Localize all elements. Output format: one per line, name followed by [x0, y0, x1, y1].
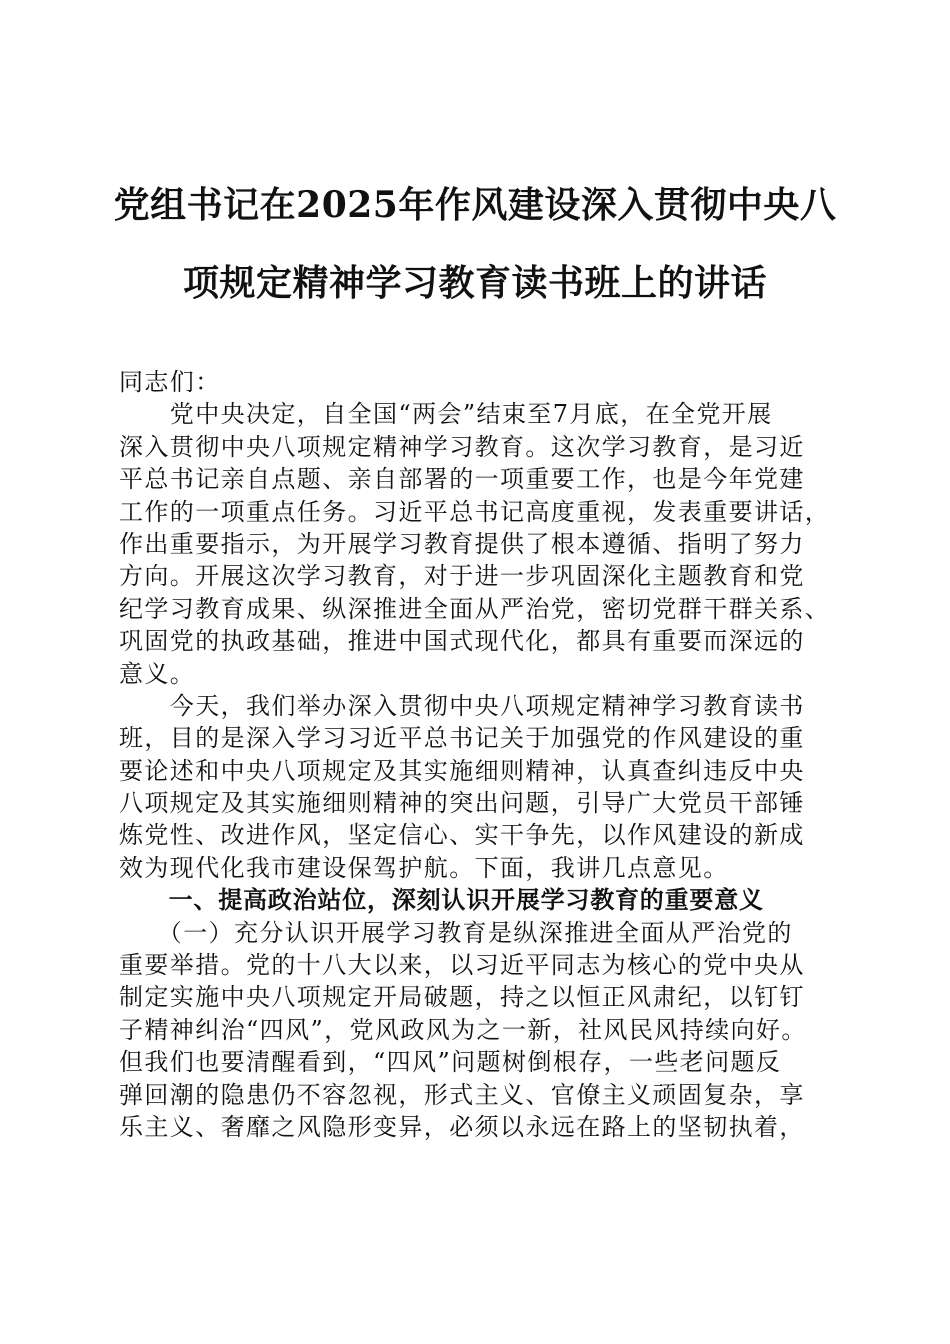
paragraph-line: 党中央决定，自全国“两会”结束至7月底，在全党开展 [119, 400, 773, 429]
paragraph-line: 八项规定及其实施细则精神的突出问题，引导广大党员干部锤 [119, 789, 805, 818]
paragraph-line: （一）充分认识开展学习教育是纵深推进全面从严治党的 [119, 918, 793, 947]
paragraph-line: 但我们也要清醒看到，“四风”问题树倒根存，一些老问题反 [119, 1048, 782, 1077]
paragraph-line: 意义。 [119, 659, 196, 688]
salutation: 同志们： [119, 368, 221, 396]
section-heading: 一、提高政治站位，深刻认识开展学习教育的重要意义 [119, 886, 764, 915]
paragraph-line: 制定实施中央八项规定开局破题，持之以恒正风肃纪，以钉钉 [119, 983, 805, 1012]
paragraph-line: 子精神纠治“四风”，党风政风为之一新，社风民风持续向好。 [119, 1015, 807, 1044]
paragraph-line: 今天，我们举办深入贯彻中央八项规定精神学习教育读书 [119, 691, 805, 720]
paragraph-line: 弹回潮的隐患仍不容忽视，形式主义、官僚主义顽固复杂，享 [119, 1080, 805, 1109]
paragraph-line: 方向。开展这次学习教育，对于进一步巩固深化主题教育和党 [119, 562, 805, 591]
paragraph-line: 乐主义、奢靡之风隐形变异，必须以永远在路上的坚韧执着， [119, 1112, 805, 1141]
paragraph-line: 效为现代化我市建设保驾护航。下面，我讲几点意见。 [119, 853, 729, 882]
title-line: 项规定精神学习教育读书班上的讲话 [182, 262, 767, 304]
paragraph-line: 重要举措。党的十八大以来，以习近平同志为核心的党中央从 [119, 951, 805, 980]
paragraph-line: 作出重要指示，为开展学习教育提供了根本遵循、指明了努力 [119, 529, 805, 558]
speech-body [119, 366, 834, 1143]
paragraph-line: 巩固党的执政基础，推进中国式现代化，都具有重要而深远的 [119, 627, 805, 656]
title-line: 党组书记在2025年作风建设深入贯彻中央八 [113, 184, 837, 226]
paragraph-line: 纪学习教育成果、纵深推进全面从严治党，密切党群干群关系、 [119, 594, 831, 623]
paragraph-line: 班，目的是深入学习习近平总书记关于加强党的作风建设的重 [119, 724, 805, 753]
paragraph-line: 工作的一项重点任务。习近平总书记高度重视，发表重要讲话， [119, 497, 831, 526]
paragraph-line: 要论述和中央八项规定及其实施细则精神，认真查纠违反中央 [119, 756, 805, 785]
paragraph-line: 深入贯彻中央八项规定精神学习教育。这次学习教育，是习近 [119, 432, 805, 461]
paragraph-line: 平总书记亲自点题、亲自部署的一项重要工作，也是今年党建 [119, 465, 805, 494]
paragraph-line: 炼党性、改进作风，坚定信心、实干争先，以作风建设的新成 [119, 821, 805, 850]
speech-title [100, 166, 850, 322]
